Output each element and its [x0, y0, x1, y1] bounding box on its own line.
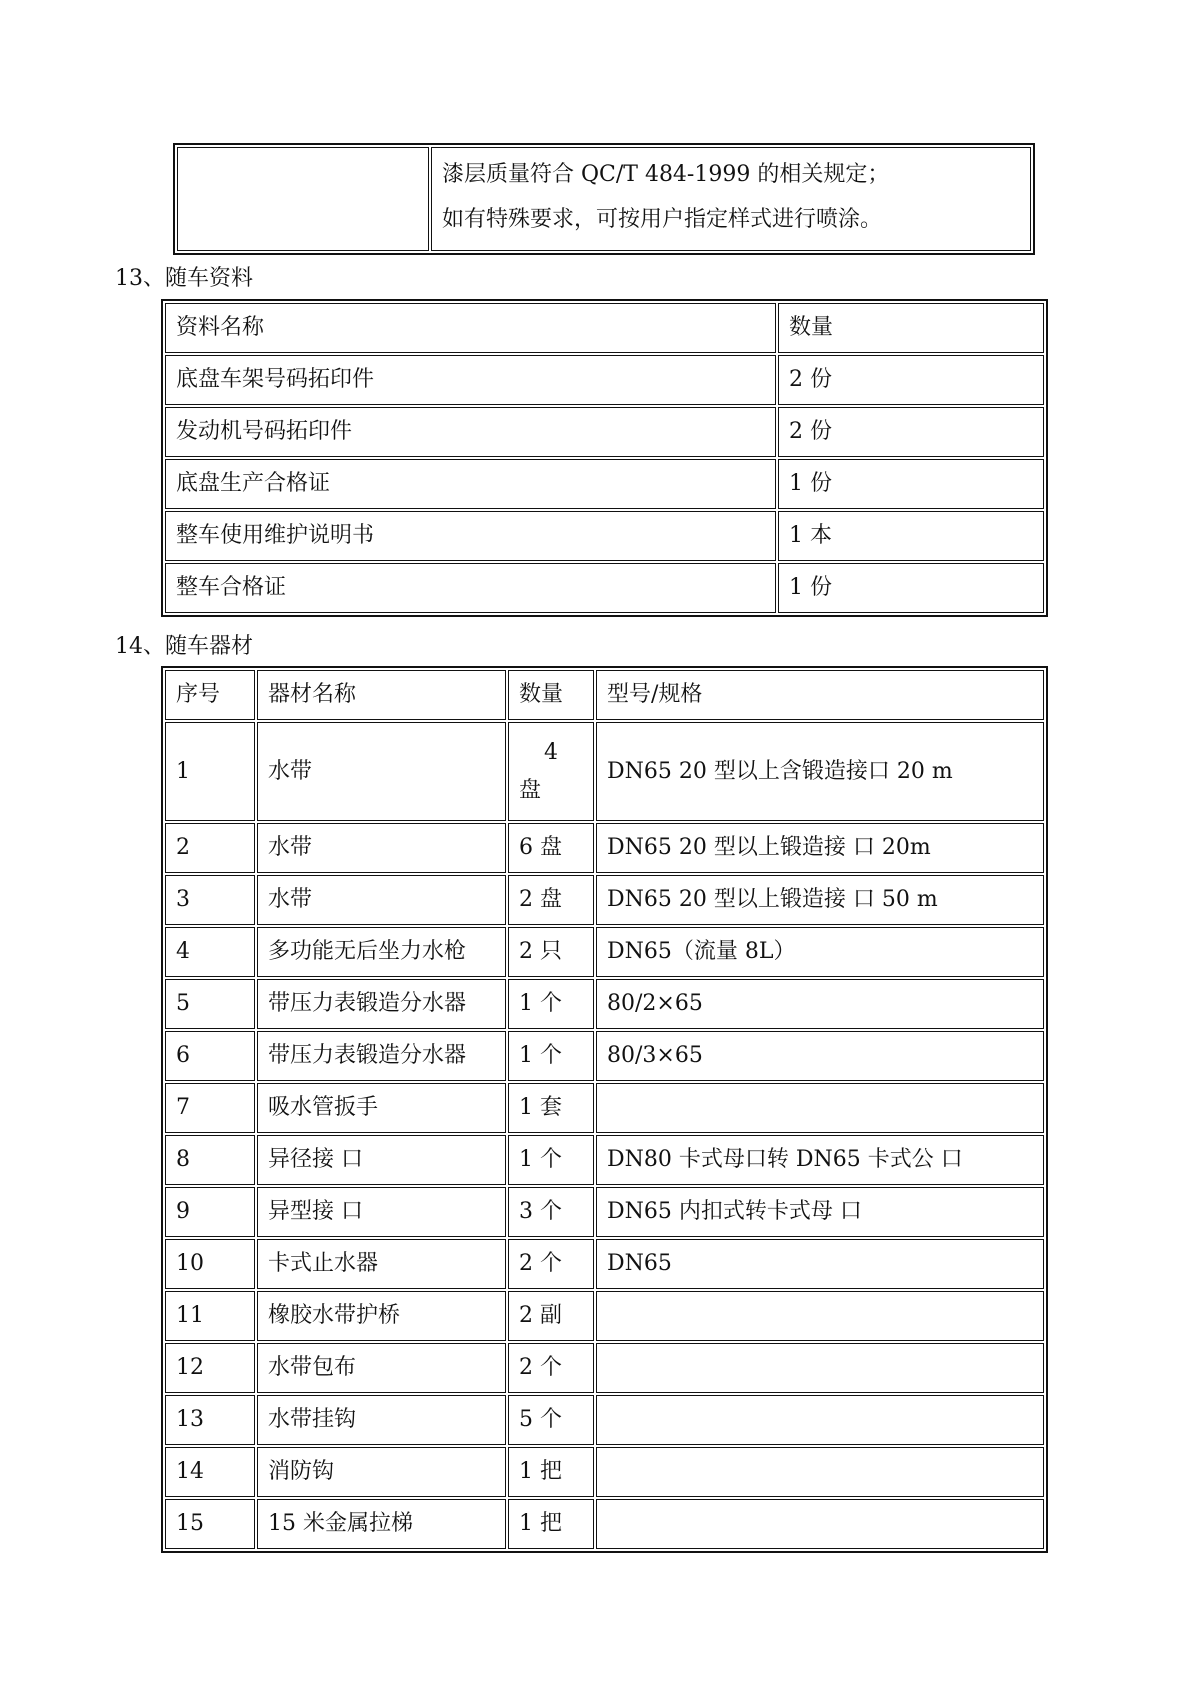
- header-doc-name: 资料名称: [165, 303, 776, 353]
- equipment-no-cell: 3: [165, 875, 255, 925]
- table-row: [165, 511, 1044, 561]
- table-row: [165, 875, 1044, 925]
- doc-name-cell: 底盘生产合格证: [165, 459, 776, 509]
- equipment-qty-cell: 2 个: [508, 1239, 594, 1289]
- qty-number: 4: [544, 740, 558, 765]
- header-spec: 型号/规格: [596, 670, 1044, 720]
- equipment-name-cell: 多功能无后坐力水枪: [257, 927, 506, 977]
- equipment-name-cell: 15 米金属拉梯: [257, 1499, 506, 1549]
- table-row: [165, 1343, 1044, 1393]
- table-row: [165, 1083, 1044, 1133]
- equipment-qty-cell: [508, 722, 594, 821]
- equipment-spec-cell: DN65 20 型以上含锻造接口 20 m: [596, 722, 1044, 821]
- equipment-no-cell: 12: [165, 1343, 255, 1393]
- equipment-spec-cell: [596, 1499, 1044, 1549]
- equipment-no-cell: 9: [165, 1187, 255, 1237]
- equipment-name-cell: 水带: [257, 875, 506, 925]
- table-row: [165, 927, 1044, 977]
- table-row: [165, 1239, 1044, 1289]
- doc-qty-cell: 1 份: [778, 563, 1044, 613]
- equipment-no-cell: 8: [165, 1135, 255, 1185]
- doc-qty-cell: 2 份: [778, 407, 1044, 457]
- doc-qty-cell: 2 份: [778, 355, 1044, 405]
- table-row: [165, 1447, 1044, 1497]
- header-equipment-name: 器材名称: [257, 670, 506, 720]
- equipment-name-cell: 带压力表锻造分水器: [257, 1031, 506, 1081]
- doc-name-cell: 发动机号码拓印件: [165, 407, 776, 457]
- equipment-name-cell: 异型接 口: [257, 1187, 506, 1237]
- table-row: [165, 355, 1044, 405]
- table-row: [165, 979, 1044, 1029]
- equipment-name-cell: 水带: [257, 823, 506, 873]
- equipment-spec-cell: [596, 1083, 1044, 1133]
- table-row: [165, 823, 1044, 873]
- equipment-spec-cell: 80/3×65: [596, 1031, 1044, 1081]
- equipment-spec-cell: DN65（流量 8L）: [596, 927, 1044, 977]
- equipment-no-cell: 13: [165, 1395, 255, 1445]
- table-row: [165, 1031, 1044, 1081]
- equipment-no-cell: 7: [165, 1083, 255, 1133]
- qty-unit: 盘: [519, 777, 542, 803]
- equipment-spec-cell: [596, 1291, 1044, 1341]
- doc-name-cell: 整车合格证: [165, 563, 776, 613]
- equipment-no-cell: 2: [165, 823, 255, 873]
- equipment-no-cell: 10: [165, 1239, 255, 1289]
- equipment-no-cell: 14: [165, 1447, 255, 1497]
- equipment-name-cell: 异径接 口: [257, 1135, 506, 1185]
- equipment-qty-cell: 5 个: [508, 1395, 594, 1445]
- vehicle-documents-body: [165, 303, 1044, 613]
- equipment-qty-cell: 1 个: [508, 1031, 594, 1081]
- equipment-no-cell: 5: [165, 979, 255, 1029]
- table-row: [165, 1395, 1044, 1445]
- equipment-no-cell: 1: [165, 722, 255, 821]
- equipment-name-cell: 水带挂钩: [257, 1395, 506, 1445]
- equipment-qty-cell: 3 个: [508, 1187, 594, 1237]
- table-header-row: [165, 303, 1044, 353]
- table-row: [177, 147, 1031, 251]
- equipment-no-cell: 4: [165, 927, 255, 977]
- header-no: 序号: [165, 670, 255, 720]
- equipment-qty-cell: 2 盘: [508, 875, 594, 925]
- equipment-qty-cell: 6 盘: [508, 823, 594, 873]
- equipment-no-cell: 15: [165, 1499, 255, 1549]
- equipment-no-cell: 11: [165, 1291, 255, 1341]
- table-row: [165, 1499, 1044, 1549]
- doc-qty-cell: 1 本: [778, 511, 1044, 561]
- table-row: [165, 407, 1044, 457]
- paint-requirements-cell: [431, 147, 1031, 251]
- equipment-name-cell: 带压力表锻造分水器: [257, 979, 506, 1029]
- table-row: [165, 722, 1044, 821]
- equipment-spec-cell: 80/2×65: [596, 979, 1044, 1029]
- paint-requirements-table: [173, 143, 1035, 255]
- equipment-name-cell: 水带: [257, 722, 506, 821]
- equipment-qty-cell: 1 把: [508, 1499, 594, 1549]
- equipment-spec-cell: [596, 1395, 1044, 1445]
- equipment-spec-cell: [596, 1343, 1044, 1393]
- table-row: [165, 459, 1044, 509]
- equipment-qty-cell: 1 套: [508, 1083, 594, 1133]
- equipment-spec-cell: DN65 20 型以上锻造接 口 20m: [596, 823, 1044, 873]
- equipment-spec-cell: DN80 卡式母口转 DN65 卡式公 口: [596, 1135, 1044, 1185]
- header-qty: 数量: [508, 670, 594, 720]
- doc-name-cell: 整车使用维护说明书: [165, 511, 776, 561]
- doc-name-cell: 底盘车架号码拓印件: [165, 355, 776, 405]
- equipment-spec-cell: [596, 1447, 1044, 1497]
- vehicle-equipment-body: [165, 670, 1044, 1549]
- equipment-no-cell: 6: [165, 1031, 255, 1081]
- equipment-name-cell: 水带包布: [257, 1343, 506, 1393]
- table-row: [165, 1135, 1044, 1185]
- equipment-spec-cell: DN65 20 型以上锻造接 口 50 m: [596, 875, 1044, 925]
- paint-line-2: 如有特殊要求，可按用户指定样式进行喷涂。: [442, 207, 883, 232]
- empty-cell: [177, 147, 429, 251]
- equipment-qty-cell: 2 只: [508, 927, 594, 977]
- equipment-qty-cell: 1 个: [508, 979, 594, 1029]
- doc-qty-cell: 1 份: [778, 459, 1044, 509]
- equipment-spec-cell: DN65 内扣式转卡式母 口: [596, 1187, 1044, 1237]
- vehicle-documents-table: [161, 299, 1048, 617]
- equipment-qty-cell: 1 把: [508, 1447, 594, 1497]
- table-row: [165, 563, 1044, 613]
- equipment-name-cell: 吸水管扳手: [257, 1083, 506, 1133]
- table-header-row: [165, 670, 1044, 720]
- table-row: [165, 1291, 1044, 1341]
- equipment-qty-cell: 1 个: [508, 1135, 594, 1185]
- vehicle-equipment-table: [161, 666, 1048, 1553]
- section-14-heading: 14、随车器材: [115, 634, 253, 659]
- equipment-spec-cell: DN65: [596, 1239, 1044, 1289]
- header-doc-qty: 数量: [778, 303, 1044, 353]
- section-13-heading: 13、随车资料: [115, 266, 253, 291]
- equipment-name-cell: 消防钩: [257, 1447, 506, 1497]
- equipment-name-cell: 卡式止水器: [257, 1239, 506, 1289]
- table-row: [165, 1187, 1044, 1237]
- equipment-qty-cell: 2 个: [508, 1343, 594, 1393]
- paint-line-1: 漆层质量符合 QC/T 484-1999 的相关规定；: [442, 162, 890, 187]
- equipment-qty-cell: 2 副: [508, 1291, 594, 1341]
- equipment-name-cell: 橡胶水带护桥: [257, 1291, 506, 1341]
